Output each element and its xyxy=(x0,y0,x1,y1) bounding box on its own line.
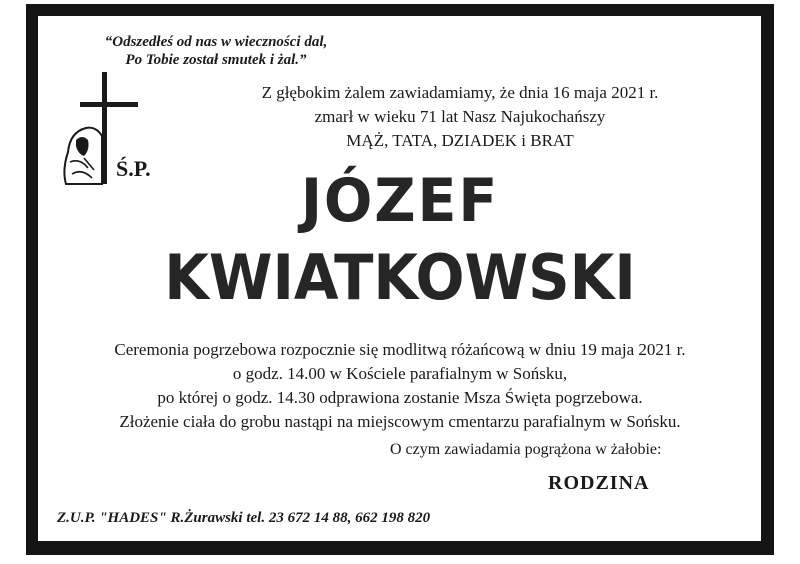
deceased-last-name: KWIATKOWSKI xyxy=(164,241,636,314)
ceremony-line-4: Złożenie ciała do grobu nastąpi na miejscowym cmentarzu parafialnym w Sońsku. xyxy=(119,412,681,431)
memorial-quote xyxy=(56,33,376,69)
ceremony-line-2: o godz. 14.00 w Kościele parafialnym w Sońsku, xyxy=(232,364,568,383)
ceremony-details xyxy=(60,338,740,434)
announcement-line-1: Z głębokim żalem zawiadamiamy, że dnia 16 maja 2021 r. xyxy=(261,83,659,102)
quote-line-1: “Odszedłeś od nas w wieczności dal, xyxy=(104,34,328,50)
announcement xyxy=(190,81,730,153)
mourners-notice: O czym zawiadamia pogrążona w żałobie: xyxy=(390,441,662,458)
announcement-line-3: MĄŻ, TATA, DZIADEK i BRAT xyxy=(346,131,574,150)
family-signature: RODZINA xyxy=(548,472,650,494)
ceremony-line-3: po której o godz. 14.30 odprawiona zostanie Msza Święta pogrzebowa. xyxy=(157,388,643,407)
funeral-home-footer: Z.U.P. "HADES" R.Żurawski tel. 23 672 14 88, 662 198 820 xyxy=(57,510,431,526)
ceremony-line-1: Ceremonia pogrzebowa rozpocznie się modlitwą różańcową w dniu 19 maja 2021 r. xyxy=(114,340,686,359)
announcement-line-2: zmarł w wieku 71 lat Nasz Najukochańszy xyxy=(314,107,606,126)
quote-line-2: Po Tobie został smutek i żal.” xyxy=(125,52,307,68)
deceased-first-name: JÓZEF xyxy=(300,166,500,236)
sp-label: Ś.P. xyxy=(116,156,151,181)
